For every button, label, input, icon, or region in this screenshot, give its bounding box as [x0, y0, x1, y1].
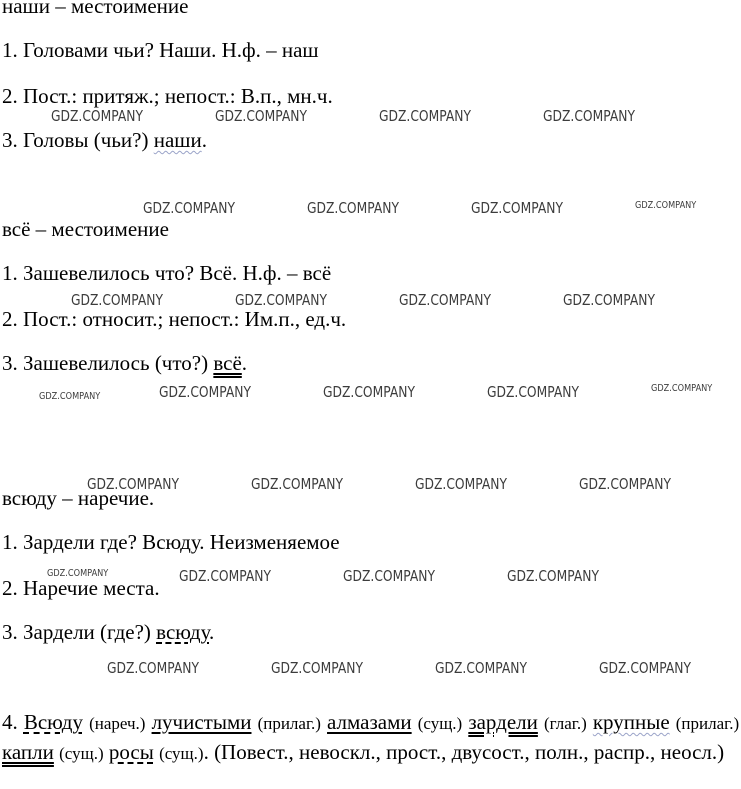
- watermark: GDZ.COMPANY: [47, 568, 109, 579]
- sentence-tag-3: (сущ.): [417, 714, 463, 733]
- sentence-word-1: Всюду: [23, 710, 83, 734]
- block-2-line-3: [2, 351, 247, 375]
- sentence-tag-7: (сущ.): [159, 744, 204, 763]
- watermark: GDZ.COMPANY: [307, 199, 399, 217]
- block-3-title: всюду – наречие.: [2, 486, 155, 510]
- watermark: GDZ.COMPANY: [379, 107, 471, 125]
- sentence-analysis: [2, 708, 739, 768]
- watermark: GDZ.COMPANY: [343, 567, 435, 585]
- watermark: GDZ.COMPANY: [651, 383, 713, 394]
- watermark: GDZ.COMPANY: [435, 659, 527, 677]
- watermark: GDZ.COMPANY: [107, 659, 199, 677]
- watermark: GDZ.COMPANY: [471, 199, 563, 217]
- sentence-tag-6: (сущ.): [59, 744, 104, 763]
- block-2-line-3-prefix: 3. Зашевелилось (что?): [2, 351, 214, 375]
- watermark: GDZ.COMPANY: [271, 659, 363, 677]
- block-3-underlined-word: всюду: [156, 620, 209, 644]
- block-1-line-3-suffix: .: [201, 128, 207, 152]
- sentence-tag-1: (нареч.): [89, 714, 146, 733]
- sentence-tail: . (Повест., невоскл., прост., двусост., полн., распр., неосл.): [203, 740, 725, 764]
- block-1-line-3: [2, 128, 207, 152]
- watermark: GDZ.COMPANY: [143, 199, 235, 217]
- block-2-title: всё – местоимение: [2, 217, 169, 241]
- watermark: GDZ.COMPANY: [235, 291, 327, 309]
- block-1-line-1: 1. Головами чьи? Наши. Н.ф. – наш: [2, 38, 319, 62]
- sentence-word-3: алмазами: [327, 710, 412, 734]
- sentence-word-2: лучистыми: [151, 710, 252, 734]
- watermark: GDZ.COMPANY: [399, 291, 491, 309]
- sentence-number: 4.: [2, 710, 18, 734]
- watermark: GDZ.COMPANY: [563, 291, 655, 309]
- block-2-underlined-word: всё: [213, 351, 242, 375]
- watermark: GDZ.COMPANY: [179, 567, 271, 585]
- watermark: GDZ.COMPANY: [251, 475, 343, 493]
- block-3-line-1: 1. Зардели где? Всюду. Неизменяемое: [2, 530, 340, 554]
- block-2-line-3-suffix: .: [241, 351, 248, 375]
- block-1-line-3-prefix: 3. Головы (чьи?): [2, 128, 154, 152]
- block-1-underlined-word: наши: [153, 128, 202, 152]
- sentence-tag-4: (глаг.): [543, 714, 587, 733]
- watermark: GDZ.COMPANY: [635, 200, 697, 211]
- block-3-line-3: [2, 620, 214, 644]
- block-3-line-3-prefix: 3. Зардели (где?): [2, 620, 157, 644]
- watermark: GDZ.COMPANY: [159, 383, 251, 401]
- block-3-line-2: 2. Наречие места.: [2, 576, 160, 600]
- watermark: GDZ.COMPANY: [87, 475, 179, 493]
- sentence-word-7: росы: [108, 740, 154, 764]
- watermark: GDZ.COMPANY: [51, 107, 143, 125]
- watermark: GDZ.COMPANY: [323, 383, 415, 401]
- sentence-word-4: зардели: [468, 710, 538, 734]
- watermark: GDZ.COMPANY: [543, 107, 635, 125]
- watermark: GDZ.COMPANY: [507, 567, 599, 585]
- watermark: GDZ.COMPANY: [599, 659, 691, 677]
- block-1-title: наши – местоимение: [2, 0, 189, 18]
- block-2-line-2: 2. Пост.: относит.; непост.: Им.п., ед.ч.: [2, 307, 347, 331]
- block-3-line-3-suffix: .: [209, 620, 215, 644]
- block-2-line-1: 1. Зашевелилось что? Всё. Н.ф. – всё: [2, 261, 332, 285]
- sentence-tag-5: (прилаг.): [675, 714, 740, 733]
- block-1-line-2: 2. Пост.: притяж.; непост.: В.п., мн.ч.: [2, 84, 333, 108]
- watermark: GDZ.COMPANY: [39, 391, 101, 402]
- watermark: GDZ.COMPANY: [415, 475, 507, 493]
- sentence-word-6: капли: [2, 740, 54, 764]
- watermark: GDZ.COMPANY: [487, 383, 579, 401]
- sentence-tag-2: (прилаг.): [257, 714, 321, 733]
- watermark: GDZ.COMPANY: [579, 475, 671, 493]
- sentence-word-5: крупные: [592, 710, 670, 734]
- watermark: GDZ.COMPANY: [215, 107, 307, 125]
- watermark: GDZ.COMPANY: [71, 291, 163, 309]
